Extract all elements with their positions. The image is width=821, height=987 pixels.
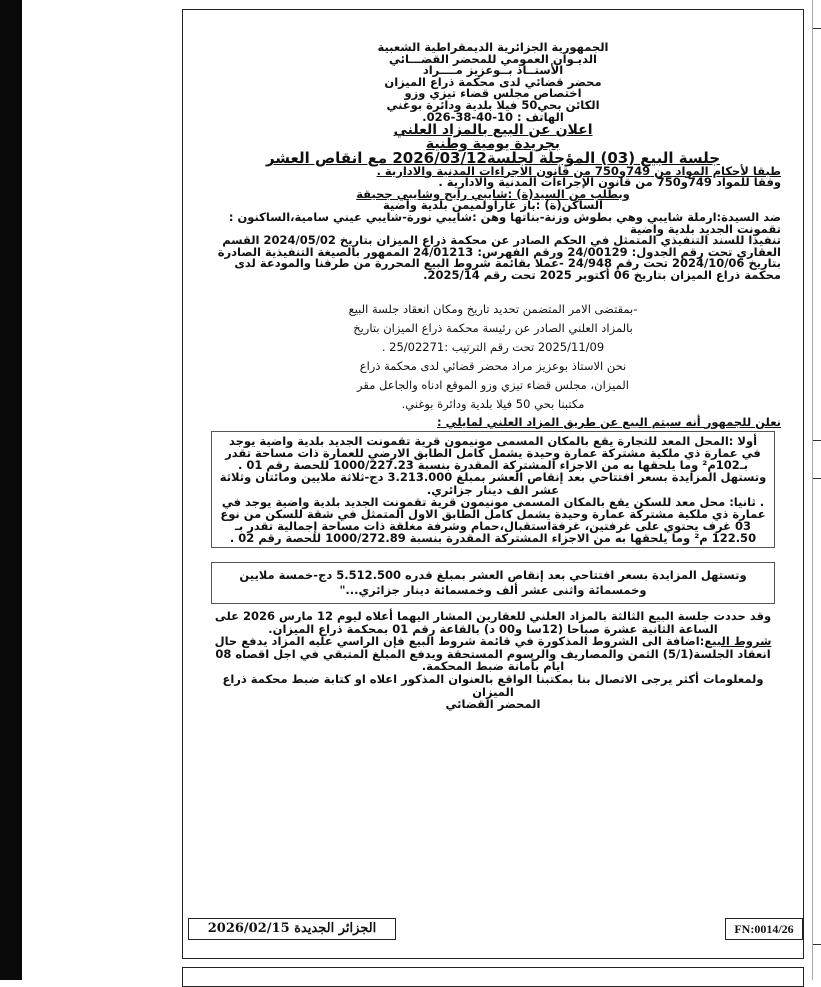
page-left-edge [0,0,22,980]
header-line: الأستــاذ بــوعزيز مــــراد [422,63,564,78]
header-line: الكائن بحي50 فيلا بلدية ودائرة بوغني [386,97,600,112]
lot-1-description: أولا :المحل المعد للتجارة يقع بالمكان المسمى مونيمون قرية تقمونت الجديد بلدية واضية يوجد في عمارة ذي ملكية مشتركة عمارة وحيدة يشمل كامل الطابق الارضي للعمارة ذات مساحة تقدر بـ102م² وما يلحقها به من الاجزاء المشتركة المقدرة بنسبة 1000/227.23 للحصة رقم 01 . [225,434,761,473]
sale-conditions [205,635,781,673]
header-line: الديـوان العمومي للمحضر القضـــائي [389,51,597,66]
legal-basis: طبقا لأحكام المواد من 749و750 من قانون الاجراءات المدنية والادارية . [376,163,781,178]
lots-box [211,431,775,548]
lot-2-price-box [211,562,775,604]
closing-section [205,610,781,711]
phone-line: الهاتف : 10-40-38-026. [422,109,564,124]
requester: وبطلب من السيد(ة) :شايبي رابح وشايبي جحيقة [356,186,630,201]
lot-1-price: وتستهل المزايدة بسعر افتتاحي بعد إنقاص العشر بمبلغ 3.213.000 دج-ثلاثة ملايين ومائتان وثلاثة عشر الف دينار جزائري. [219,470,767,497]
contact-info: ولمعلومات أكثر يرجى الاتصال بنا بمكتبنا الواقع بالعنوان المذكور اعلاه او كتابة ضبط محكمة ذراع الميزان [222,672,764,699]
order-line: نحن الاستاذ بوعزيز مراد محضر قضائي لدى محكمة ذراع [359,358,627,373]
page-right-edge [812,0,821,980]
newspaper-title: بجريدة يومية وطنية [425,136,561,153]
header-line: محضر قضائي لدى محكمة ذراع الميزان [384,74,602,89]
next-notice-frame [182,967,804,987]
lot-2-description: . ثانيا: محل معد للسكن يقع بالمكان المسمى مونيمون قرية تقمونت الجديد بلدية واضية يوجد في عمارة ذي ملكية مشتركة عمارة وحيدة يشمل كامل الطابق الاول المتمثل في شقة للسكن من نوع 03 غرف يحتوي على غرفتين، غرفةاستقبال،حمام وشرفة مغلقة ذات مساحة إجمالية تقدر بـ 122.50 م² وما يلحقها به من الاجزاء المشتركة المقدرة بنسبة 1000/272.89 للحصة رقم 02 . [220,494,766,545]
public-notice: نعلن للجمهور أنه سيتم البيع عن طريق المزاد العلني لمايلي : [437,414,781,429]
order-line: مكتبنا بحي 50 فيلا بلدية ودائرة بوغني. [401,396,585,411]
order-line: بالمزاد العلني الصادر عن رئيسة محكمة ذراع الميزان بتاريخ [353,320,633,335]
reference-number: FN:0014/26 [725,918,803,940]
header-line: الجمهورية الجزائرية الديمقراطية الشعبية [377,40,609,54]
announcement-title: اعلان عن البيع بالمزاد العلني [393,122,593,139]
session-info: وقد حددت جلسة البيع الثالثة بالمزاد العلني للعقارين المشار اليهما أعلاه ليوم 12 مارس 2026 على الساعة الثانية عشرة صباحا (12سا و00 د) بالقاعة رقم 01 بمحكمة ذراع الميزان. [214,609,772,636]
order-line: الميزان، مجلس قضاء تيزي وزو الموقع ادناه والجاعل مقر [357,377,629,392]
conditions-label: شروط البيع [704,634,772,649]
notice-content [205,10,781,958]
defendant: ضد السيدة:ارملة شايبي وهي بطوش وزنة-بناتها وهن :شايبي نورة-شايبي عيني سامية،الساكنون : تقمونت الجديد بلدية واضية [228,210,781,236]
lot-2-price: وتستهل المزايدة بسعر افتتاحي بعد إنقاص العشر بمبلغ قدره 5.512.500 دج-خمسة ملايين وخمسمائة واثنى عشر ألف وخمسمائة دينار جزائري..." [239,568,747,598]
header-line: اختصاص مجلس قضاء تيزي وزو [404,86,582,101]
order-line: -بمقتضى الامر المتضمن تحديد تاريخ ومكان انعقاد جلسة البيع [348,301,638,316]
order-line: 2025/11/09 تحت رقم الترتيب :25/02271 . [381,339,605,354]
signature: المحضر القضائي [445,697,541,712]
newspaper-date-label: الجزائر الجديدة 2026/02/15 [188,918,396,940]
conditions-text: :اضافة الى الشروط المذكورة في قائمة شروط البيع فإن الراسي عليه المزاد يدفع حال انعقاد الجلسة(5/1) الثمن والمصاريف والرسوم المستحقة ويدفع المبلغ المتبقي في اجل اقصاه 08 ايام بأمانة ضبط المحكمة. [214,634,771,674]
execution-text: تنفيذا للسند التنفيذي المتمثل في الحكم الصادر عن محكمة ذراع الميزان بتاريخ 2024/05/02 القسم العقاري تحت رقم الجدول: 24/00129 ورقم الفهرس: 24/01213 الممهور بالصيغة التنفيذية الصادرة بتاريخ 2024/10/06 تحت رقم 24/948 -عملا بقائمة شروط البيع المحررة من طرفنا والمودعة لدى محكمة ذراع الميزان بتاريخ 06 أكتوبر 2025 تحت رقم 2025/14. [217,233,781,282]
auction-notice [182,9,804,959]
session-title: جلسة البيع (03) المؤجلة لجلسة2026/03/12 مع انقاص العشر [265,149,721,168]
articles-line: وفقا للمواد 749و750 من قانون الإجراءات المدنية والادارية . [438,175,781,190]
requester-residence: الساكن(ة) :باز غاراولميمن بلدية واضية [383,198,603,213]
